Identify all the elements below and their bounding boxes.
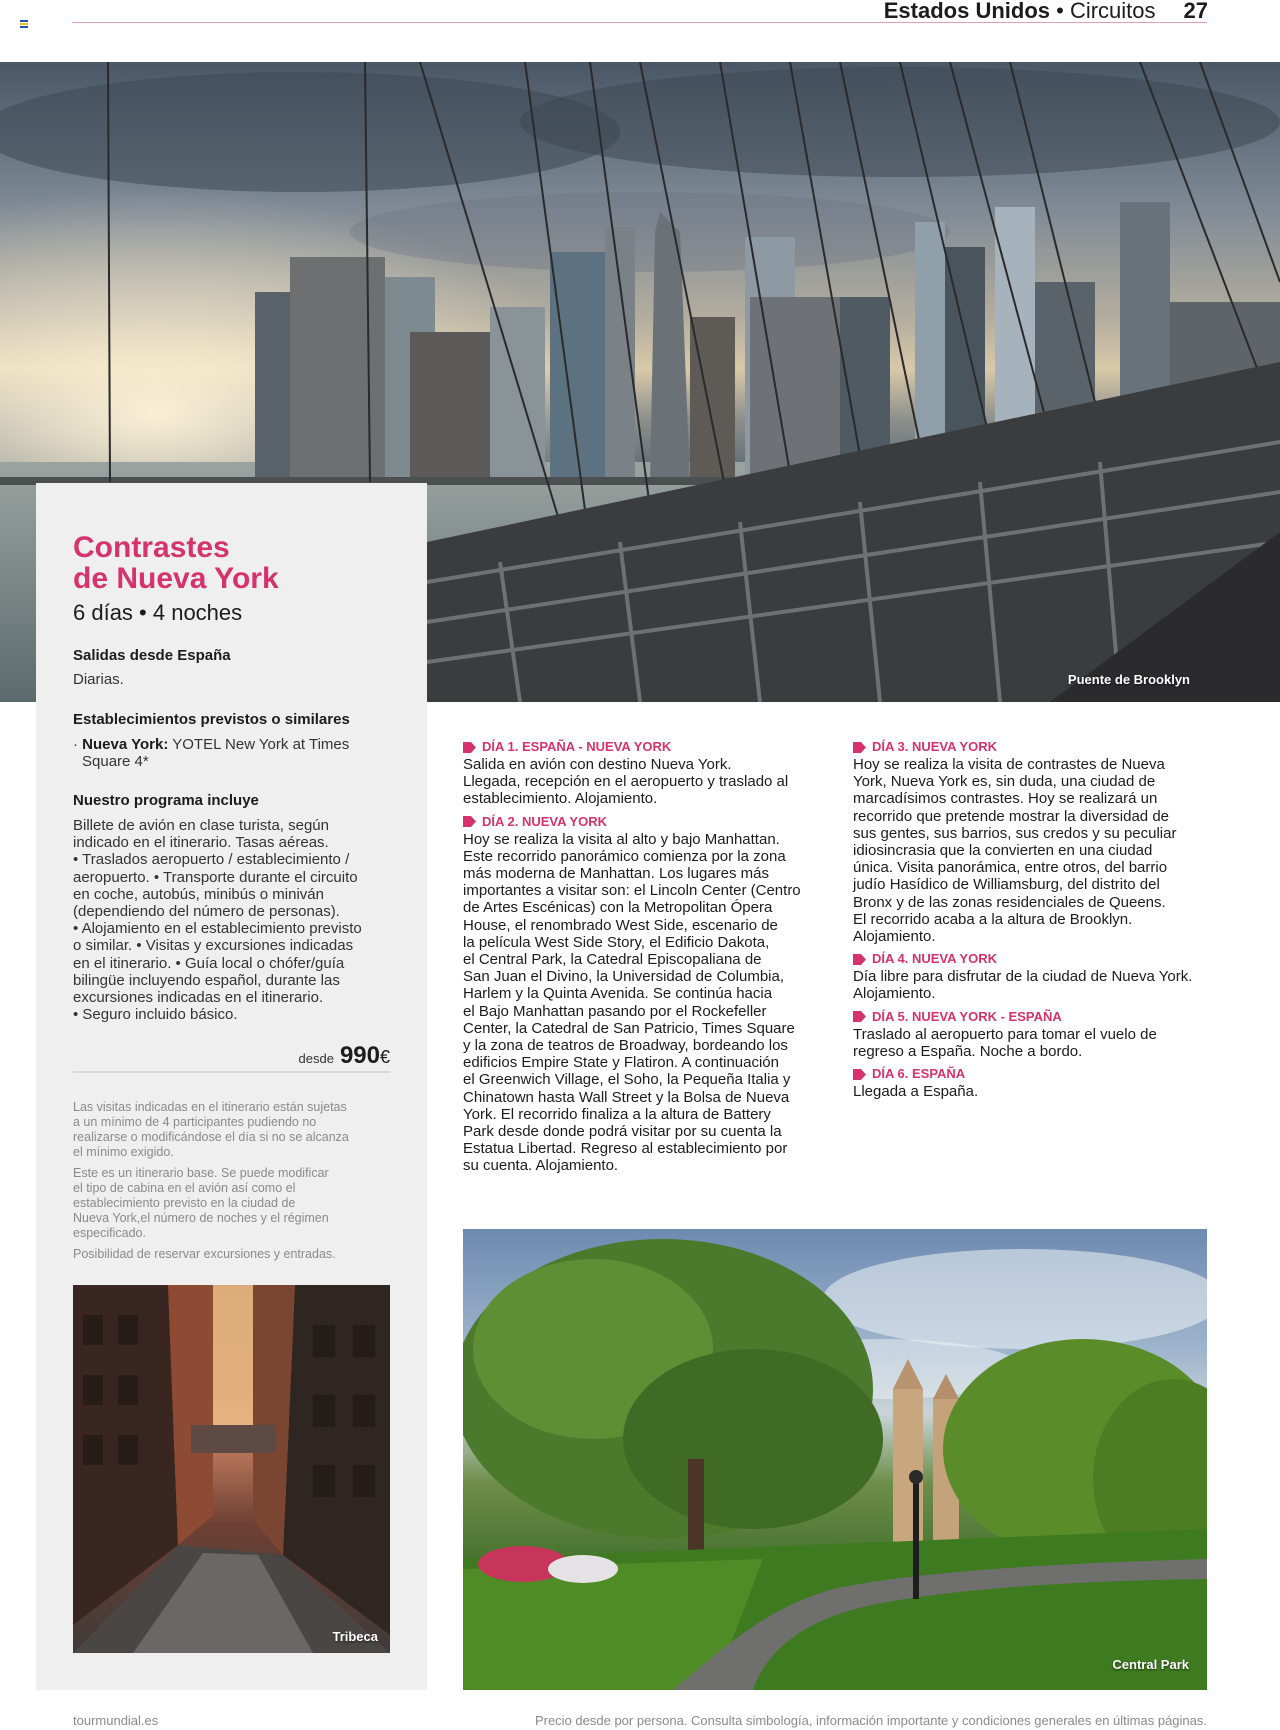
header-separator: •: [1050, 0, 1070, 23]
day-heading: [853, 1066, 1207, 1082]
day-title: DÍA 3. NUEVA YORK: [872, 739, 997, 754]
day-description: [463, 756, 817, 808]
hotel-name-line1: YOTEL New York at Times: [172, 736, 350, 753]
text-line: York, Nueva York es, sin duda, una ciudad de: [853, 773, 1156, 791]
itinerary-day-2: [463, 814, 817, 1175]
footer-website: tourmundial.es: [73, 1713, 159, 1728]
text-line: única. Visita panorámica, entre otros, del barrio: [853, 859, 1168, 877]
itinerary-day-5: [853, 1009, 1207, 1060]
day-description: [463, 831, 817, 1175]
price-block: [73, 1042, 390, 1070]
tour-duration: 6 días • 4 noches: [73, 600, 243, 625]
itinerary-column-2: [853, 739, 1207, 1106]
day-heading: [463, 814, 817, 830]
text-line: Center, la Catedral de San Patricio, Times Square: [463, 1019, 795, 1037]
text-line: sus gentes, sus barrios, sus credos y su peculiar: [853, 824, 1177, 842]
text-line: Park desde donde podrá visitar por su cuenta la: [463, 1123, 782, 1141]
hotels-heading: Establecimientos previstos o similares: [73, 711, 350, 728]
note-line: el tipo de cabina en el avión así como el: [73, 1181, 296, 1195]
note-base-itinerary: [73, 1166, 391, 1241]
day-title: DÍA 6. ESPAÑA: [872, 1066, 966, 1082]
text-line: Alojamiento.: [853, 928, 936, 946]
note-minimum-participants: [73, 1100, 391, 1160]
itinerary-column-1: [463, 739, 817, 1181]
arrow-bullet-icon: [853, 1011, 866, 1022]
itinerary-day-1: [463, 739, 817, 808]
price-currency: €: [379, 1047, 390, 1067]
note-line: el mínimo exigido.: [73, 1145, 174, 1159]
includes-line: Billete de avión en clase turista, según: [73, 817, 329, 834]
tour-title-line1: Contrastes: [73, 531, 230, 564]
note-line: Nueva York,el número de noches y el régimen: [73, 1211, 329, 1225]
hotel-city: Nueva York:: [82, 736, 169, 753]
text-line: Día libre para disfrutar de la ciudad de Nueva York.: [853, 968, 1193, 986]
day-description: [853, 1026, 1207, 1060]
departures-heading: Salidas desde España: [73, 647, 231, 664]
text-line: Llegada a España.: [853, 1083, 979, 1101]
text-line: establecimiento. Alojamiento.: [463, 790, 658, 808]
includes-line: bilingüe incluyendo español, durante las: [73, 971, 340, 989]
text-line: la película West Side Story, el Edificio Dakota,: [463, 933, 770, 951]
text-line: marcadísimos contrastes. Hoy se realizará un: [853, 790, 1158, 808]
text-line: recorrido que pretende mostrar la diversidad de: [853, 807, 1170, 825]
price-divider: [73, 1071, 390, 1073]
text-line: El recorrido acaba a la altura de Brooklyn.: [853, 910, 1133, 928]
day-heading: [463, 739, 817, 755]
text-line: House, el renombrado West Side, escenario de: [463, 916, 778, 934]
brand-logo-icon: [20, 20, 28, 28]
footer-disclaimer: Precio desde por persona. Consulta simbología, información importante y condiciones generales en últimas páginas.: [534, 1713, 1207, 1728]
itinerary-day-4: [853, 951, 1207, 1002]
text-line: el Bajo Manhattan pasando por el Rockefeller: [463, 1002, 767, 1020]
includes-line: • Seguro incluido básico.: [73, 1006, 238, 1024]
includes-heading: Nuestro programa incluye: [73, 792, 259, 809]
text-line: Hoy se realiza la visita de contrastes de Nueva: [853, 756, 1165, 773]
note-line: Posibilidad de reservar excursiones y entradas.: [73, 1247, 336, 1261]
hotel-name-line2: Square 4*: [82, 753, 149, 770]
text-line: Llegada, recepción en el aeropuerto y traslado al: [463, 773, 789, 791]
includes-line: en el itinerario. • Guía local o chófer/guía: [73, 954, 345, 972]
includes-line: excursiones indicadas en el itinerario.: [73, 989, 324, 1007]
note-line: realizarse o modificándose el día si no se alcanza: [73, 1130, 349, 1144]
text-line: regreso a España. Noche a bordo.: [853, 1042, 1083, 1060]
text-line: el Central Park, la Catedral Episcopaliana de: [463, 951, 762, 969]
note-line: Las visitas indicadas en el itinerario están sujetas: [73, 1100, 347, 1114]
note-line: a un mínimo de 4 participantes pudiendo no: [73, 1115, 317, 1129]
day-description: [853, 968, 1207, 1002]
includes-list: [73, 817, 395, 1023]
text-line: Traslado al aeropuerto para tomar el vuelo de: [853, 1025, 1157, 1043]
day-heading: [853, 1009, 1207, 1025]
day-title: DÍA 5. NUEVA YORK - ESPAÑA: [872, 1008, 1062, 1024]
header-destination: Estados Unidos: [883, 0, 1050, 23]
departures-value: Diarias.: [73, 671, 124, 688]
day-heading: [853, 739, 1207, 755]
note-line: Este es un itinerario base. Se puede modificar: [73, 1166, 329, 1180]
includes-line: en coche, autobús, minibús o miniván: [73, 885, 324, 903]
includes-line: • Traslados aeropuerto / establecimiento /: [73, 851, 350, 869]
photo-central-park: [463, 1229, 1207, 1690]
text-line: Hoy se realiza la visita al alto y bajo Manhattan.: [463, 830, 780, 848]
tribeca-caption: Tribeca: [332, 1629, 378, 1644]
hero-caption: Puente de Brooklyn: [1067, 672, 1190, 687]
arrow-bullet-icon: [463, 816, 476, 827]
page-header: [884, 0, 1208, 24]
day-description: [853, 756, 1207, 945]
text-line: de Artes Escénicas) con la Metropolitan Ópera: [463, 899, 773, 917]
text-line: Alojamiento.: [853, 985, 936, 1003]
day-heading: [853, 951, 1207, 967]
hotel-list-item: [73, 736, 393, 753]
text-line: edificios Empire State y Flatiron. A continuación: [463, 1054, 779, 1072]
price-prefix: desde: [298, 1051, 334, 1066]
text-line: Chinatown hasta Wall Street y la Bolsa de Nueva: [463, 1088, 790, 1106]
note-line: especificado.: [73, 1226, 146, 1240]
arrow-bullet-icon: [853, 742, 866, 753]
text-line: Estatua Libertad. Regreso al establecimiento por: [463, 1140, 788, 1158]
arrow-bullet-icon: [853, 954, 866, 965]
text-line: más moderna de Manhattan. Los lugares más: [463, 865, 769, 883]
text-line: el Greenwich Village, el Soho, la Pequeña Italia y: [463, 1071, 791, 1089]
park-caption: Central Park: [1112, 1657, 1189, 1672]
includes-line: o similar. • Visitas y excursiones indicadas: [73, 937, 354, 955]
arrow-bullet-icon: [853, 1069, 866, 1080]
hotel-bullet: ·: [73, 736, 78, 753]
includes-line: aeropuerto. • Transporte durante el circuito: [73, 868, 358, 886]
day-description: [853, 1083, 1207, 1100]
itinerary-day-6: [853, 1066, 1207, 1100]
note-excursions: [73, 1247, 391, 1262]
text-line: idiosincrasia que la convierten en una ciudad: [853, 842, 1153, 860]
text-line: judío Hasídico de Williamsburg, del distrito del: [853, 876, 1160, 894]
text-line: Salida en avión con destino Nueva York.: [463, 756, 732, 773]
text-line: Bronx y de las zonas residenciales de Queens.: [853, 893, 1166, 911]
includes-line: (dependiendo del número de personas).: [73, 903, 340, 921]
page-number: 27: [1183, 0, 1208, 23]
text-line: Este recorrido panorámico comienza por la zona: [463, 847, 786, 865]
includes-line: • Alojamiento en el establecimiento previsto: [73, 920, 362, 938]
day-title: DÍA 4. NUEVA YORK: [872, 951, 997, 967]
text-line: su cuenta. Alojamiento.: [463, 1157, 619, 1175]
tour-title: [73, 532, 403, 594]
text-line: y la zona de teatros de Broadway, bordeando los: [463, 1037, 788, 1055]
includes-line: indicado en el itinerario. Tasas aéreas.: [73, 834, 329, 852]
note-line: establecimiento previsto en la ciudad de: [73, 1196, 296, 1210]
arrow-bullet-icon: [463, 742, 476, 753]
price-amount: 990: [339, 1042, 380, 1069]
day-title: DÍA 2. NUEVA YORK: [482, 813, 607, 829]
text-line: importantes a visitar son: el Lincoln Center (Centro: [463, 882, 801, 900]
text-line: Harlem y la Quinta Avenida. Se continúa hacia: [463, 985, 773, 1003]
header-category: Circuitos: [1069, 0, 1156, 23]
itinerary-day-3: [853, 739, 1207, 945]
text-line: York. El recorrido finaliza a la altura de Battery: [463, 1105, 771, 1123]
text-line: San Juan el Divino, la Universidad de Columbia,: [463, 968, 785, 986]
day-title: DÍA 1. ESPAÑA - NUEVA YORK: [482, 739, 672, 754]
tour-title-line2: de Nueva York: [73, 562, 279, 595]
photo-tribeca: [73, 1285, 390, 1653]
